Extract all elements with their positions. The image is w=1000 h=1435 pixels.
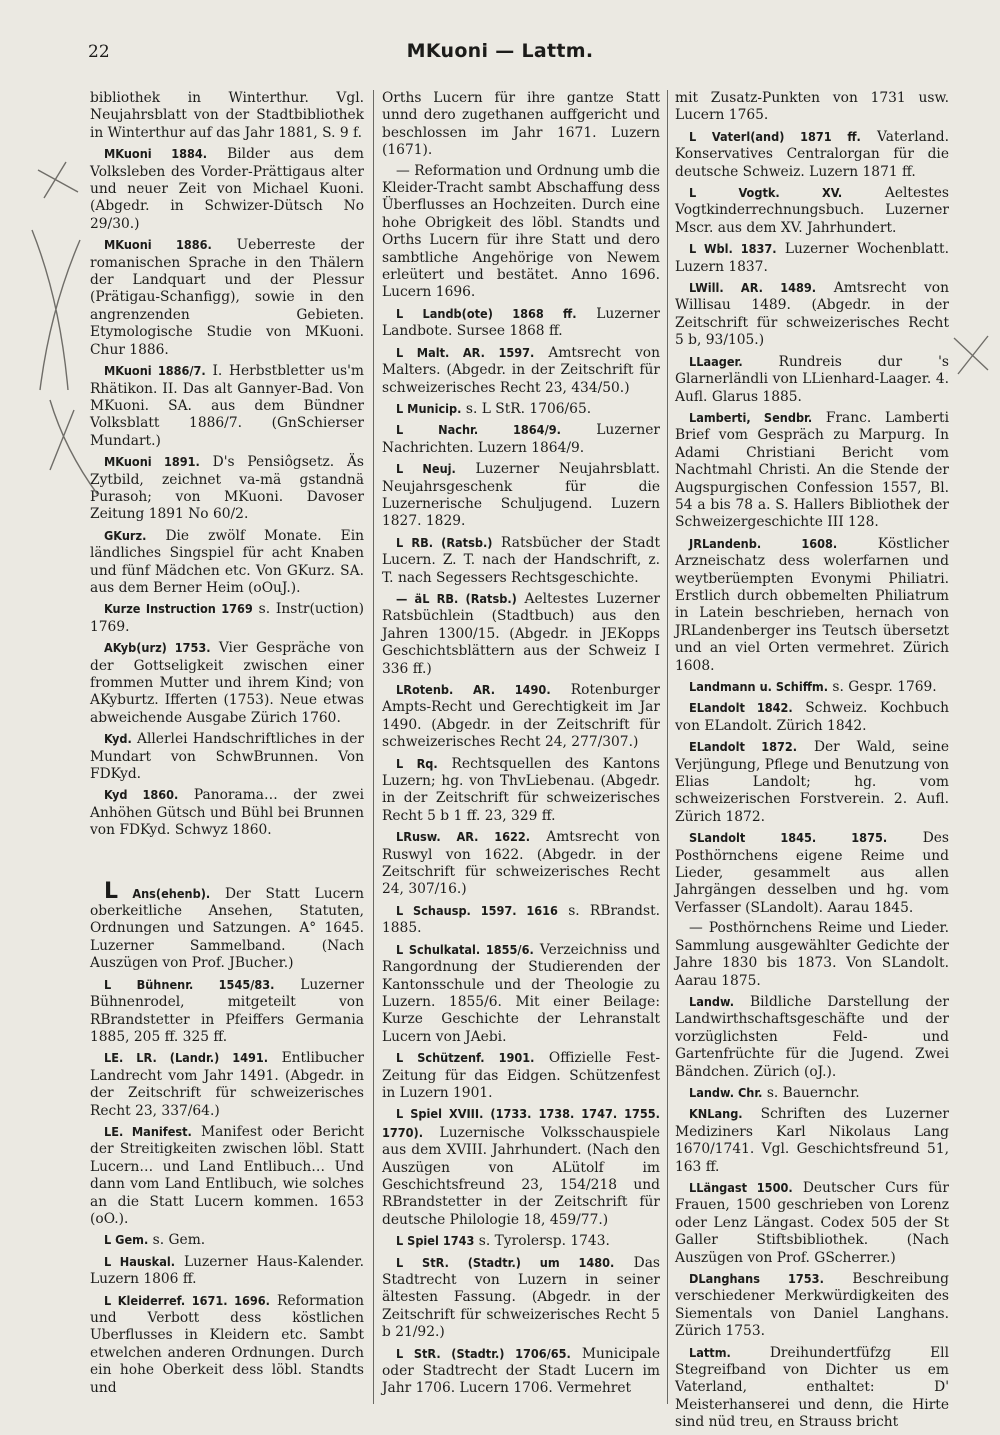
entry-keyword: L Schulkatal. 1855/6. <box>396 941 534 957</box>
pencil-cross-mark <box>32 230 80 390</box>
pencil-cross-mark <box>38 162 78 198</box>
entry-text: Bildliche Darstellung der Landwirthschaftsgeschäfte und der vorzüglichsten Feld- und Gartenfrüchte für die Jugend. Zwei Bändchen. Zürich (oJ.). <box>675 993 949 1080</box>
dictionary-entry <box>675 829 949 917</box>
entry-keyword: LE. Manifest. <box>104 1123 192 1139</box>
dictionary-entry <box>90 1292 364 1397</box>
entry-text: Die zwölf Monate. Ein ländliches Singspiel für acht Knaben und fünf Mädchen etc. Von GKurz. SA. aus dem Berner Heim (oOuJ.). <box>90 527 364 596</box>
dictionary-entry <box>382 1049 660 1102</box>
entry-keyword: Landmann u. Schiffm. <box>689 679 828 694</box>
entry-keyword: LWill. AR. 1489. <box>689 280 817 296</box>
dictionary-entry <box>382 902 660 938</box>
dictionary-entry <box>382 460 660 531</box>
entry-text: Offizielle Fest-Zeitung für das Eidgen. Schützenfest in Luzern 1901. <box>382 1050 660 1101</box>
dictionary-entry <box>675 1270 949 1341</box>
dictionary-entry <box>382 590 660 678</box>
dictionary-entry <box>675 678 949 696</box>
dictionary-entry <box>90 1049 364 1120</box>
dictionary-entry <box>675 1344 949 1432</box>
entry-text: — Posthörnchens Reime und Lieder. Sammlung ausgewählter Gedichte der Jahre 1830 bis 1873. Von SLandolt. Aarau 1875. <box>675 920 949 989</box>
entry-text: Rotenburger Ampts-Recht und Gerechtigkeit im Jar 1490. (Abgedr. in der Zeitschrift für schweizerisches Recht 24, 277/307.) <box>382 682 660 751</box>
dictionary-entry <box>90 1123 364 1228</box>
entry-keyword: JRLandenb. 1608. <box>689 535 838 551</box>
dictionary-entry <box>382 163 660 302</box>
entry-text: Entlibucher Landrecht vom Jahr 1491. (Abgedr. in der Zeitschrift für schweizerisches Recht 23, 337/64.) <box>90 1050 364 1119</box>
entry-keyword: Landw. Chr. <box>689 1084 763 1100</box>
dictionary-entry <box>90 1253 364 1289</box>
entry-keyword: L Kleiderref. 1671. 1696. <box>104 1292 270 1308</box>
entry-text: Franc. Lamberti Brief vom Gespräch zu Marpurg. In Adami Christiani Bericht vom Nachtmahl Christi. An die Stende der Augspurgischen Confession 1557, Bl. 54 a bis 78 a. S. Hallers Bibliothek der Schweizergeschichte III 128. <box>675 409 949 531</box>
entry-text: Köstlicher Arzneischatz dess wolerfarnen und weytberüempten Evonymi Philiatri. Erstlich durch obbemelten Philiatrum in Latein beschrieben, hernach von JRLandenberger ins Teutsch übersetzt und an viel Orten vermehret. Zürich 1608. <box>675 535 949 674</box>
entry-keyword: L Landb(ote) 1868 ff. <box>396 305 577 321</box>
dictionary-entry <box>382 1232 660 1250</box>
entry-keyword: L Nachr. 1864/9. <box>396 422 561 438</box>
dictionary-entry <box>382 400 660 418</box>
dictionary-entry <box>90 730 364 783</box>
entry-keyword: L Vaterl(and) 1871 ff. <box>689 128 861 144</box>
entry-text: Orths Lucern für ihre gantze Statt unnd dero zugethanen auffgericht und beschlossen im Jahr 1671. Luzern (1671). <box>382 90 660 159</box>
dictionary-entry <box>675 699 949 735</box>
dictionary-entry <box>675 184 949 237</box>
entry-text: Municipale oder Stadtrecht der Stadt Lucern im Jahr 1706. Lucern 1706. Vermehret <box>382 1345 660 1397</box>
column-rule <box>667 90 668 1404</box>
entry-text: Aeltestes Vogtkinderrechnungsbuch. Luzerner Mscr. aus dem XV. Jahrhundert. <box>675 185 949 236</box>
running-head: MKuoni — Lattm. <box>406 40 594 62</box>
dictionary-entry <box>90 236 364 359</box>
entry-keyword: Lattm. <box>689 1344 731 1360</box>
entry-keyword: L Hauskal. <box>104 1253 176 1269</box>
dictionary-entry <box>675 128 949 181</box>
entry-keyword: LRotenb. AR. 1490. <box>396 682 551 697</box>
entry-text: Luzerner Nachrichten. Luzern 1864/9. <box>382 422 660 456</box>
entry-text: Dreihundertfüfzg Ell Stegreifband von Dichter us em Vaterland, enthaltet: D' Meisterhanserei und denn, die Hirte sind nüd treu, en Strauss bricht <box>675 1344 949 1431</box>
entry-text: Amtsrecht von Willisau 1489. (Abgedr. in der Zeitschrift für schweizerisches Recht 5 b, 93/105.) <box>675 280 949 349</box>
dictionary-entry <box>675 353 949 406</box>
entry-keyword: Lamberti, Sendbr. <box>689 409 813 425</box>
dictionary-entry <box>675 738 949 826</box>
entry-text: s. Gem. <box>152 1232 206 1249</box>
entry-text: mit Zusatz-Punkten von 1731 usw. Lucern 1765. <box>675 90 949 124</box>
entry-text: Das Stadtrecht von Luzern in seiner ältesten Fassung. (Abgedr. in der Zeitschrift für schweizerisches Recht 5 b 21/92.) <box>382 1254 661 1341</box>
entry-text: Allerlei Handschriftliches in der Mundart von SchwBrunnen. Von FDKyd. <box>90 731 364 783</box>
dictionary-entry <box>382 90 660 160</box>
dictionary-entry <box>90 527 364 598</box>
entry-text: Aeltestes Luzerner Ratsbüchlein (Stadtbuch) aus den Jahren 1300/15. (Abgedr. in JEKopps Geschichtsblättern aus der Schweiz I 336 ff.) <box>382 590 661 677</box>
entry-text: Des Posthörnchens eigene Reime und Lieder, gesammelt aus allen Jahrgängen desselben und hg. vom Verfasser (SLandolt). Aarau 1845. <box>675 830 949 916</box>
entry-text: Verzeichniss und Rangordnung der Studierenden der Kantonsschule und der Theologie zu Luzern. 1855/6. Mit einer Beilage: Kurze Geschichte der Lehranstalt Lucern von JAebi. <box>382 941 660 1045</box>
entry-text: Reformation und Verbott dess köstlichen Uberflusses in Kleidern etc. Sambt etwelchen anderen Ordnungen. Durch ein hohe Oberkeit dess löbl. Standts und <box>90 1292 365 1396</box>
entry-text: s. Gespr. 1769. <box>832 679 937 695</box>
dictionary-entry <box>90 600 364 636</box>
entry-keyword: LE. LR. (Landr.) 1491. <box>104 1050 269 1066</box>
entry-keyword: GKurz. <box>104 527 147 543</box>
dictionary-entry <box>675 90 949 125</box>
entry-keyword: MKuoni 1886/7. <box>104 363 206 379</box>
entry-keyword: L Neuj. <box>396 461 456 477</box>
entry-text: Deutscher Curs für Frauen, 1500 geschrieben von Lorenz oder Lenz Längast. Codex 505 der St Galler Stiftsbibliothek. (Nach Auszügen von Prof. GScherrer.) <box>675 1179 949 1266</box>
entry-text: I. Herbstbletter us'm Rhätikon. II. Das alt Gannyer-Bad. Von MKuoni. SA. aus dem Bündner Volksblatt 1886/7. (GnSchierser Mundart.) <box>90 363 364 449</box>
entry-text: Luzerner Landbote. Sursee 1868 ff. <box>382 305 660 340</box>
entry-keyword: L Municip. <box>396 400 462 416</box>
entry-text: Luzerner Bühnenrodel, mitgeteilt von RBrandstetter in Pfeiffers Germania 1885, 205 ff. 325 ff. <box>90 976 364 1045</box>
entry-text: s. L StR. 1706/65. <box>465 400 592 417</box>
entry-text: bibliothek in Winterthur. Vgl. Neujahrsblatt von der Stadtbibliothek in Winterthur auf das Jahr 1881, S. 9 f. <box>90 90 364 141</box>
dictionary-entry <box>90 90 364 142</box>
entry-text: Ueberreste der romanischen Sprache in den Thälern der Landquart und der Plessur (Prätigau-Schanfigg), sowie in den angrenzenden Gebieten. Etymologische Studie von MKuoni. Chur 1886. <box>90 237 364 358</box>
dictionary-entry <box>90 878 364 973</box>
dictionary-entry <box>382 344 660 397</box>
entry-text: Schriften des Luzerner Mediziners Karl Nikolaus Lang 1670/1741. Vgl. Geschichtsfreund 51, 163 ff. <box>675 1106 949 1175</box>
pencil-margin-mark-right <box>948 330 996 380</box>
entry-text: Manifest oder Bericht der Streitigkeiten zwischen löbl. Statt Lucern… und Land Entlibuch… Und dann vom Land Entlibuch, wie solches an die Statt Lucern kommen. 1653 (oO.). <box>90 1123 364 1227</box>
entry-text: Ratsbücher der Stadt Lucern. Z. T. nach der Handschrift, z. T. nach Segessers Rechtsgeschichte. <box>382 534 661 586</box>
entry-keyword: L Spiel XVIII. (1733. 1738. 1747. 1755. 1770). <box>382 1106 660 1140</box>
dictionary-entry <box>675 920 949 990</box>
entry-text: Panorama… der zwei Anhöhen Gütsch und Bühl bei Brunnen von FDKyd. Schwyz 1860. <box>90 787 364 839</box>
entry-keyword: LRusw. AR. 1622. <box>396 829 531 845</box>
dictionary-entry <box>90 145 364 233</box>
entry-keyword: ELandolt 1872. <box>689 739 798 755</box>
entry-text: Der Wald, seine Verjüngung, Pflege und Benutzung von Elias Landolt; hg. vom schweizerischen Forstverein. 2. Aufl. Zürich 1872. <box>675 739 949 825</box>
dictionary-entry <box>382 305 660 341</box>
dictionary-entry <box>90 976 364 1047</box>
entry-keyword: L Ans(ehenb). <box>104 878 211 904</box>
dictionary-entry <box>675 240 949 276</box>
dictionary-entry <box>382 681 660 752</box>
entry-text: Schweiz. Kochbuch von ELandolt. Zürich 1842. <box>675 700 950 734</box>
dictionary-entry <box>90 362 364 450</box>
dictionary-entry <box>382 755 660 826</box>
dictionary-entry <box>382 421 660 457</box>
dictionary-entry <box>675 409 949 532</box>
dictionary-entry <box>382 941 660 1046</box>
dictionary-entry <box>90 786 364 839</box>
entry-keyword: L Wbl. 1837. <box>689 241 777 257</box>
column-rule <box>373 90 374 1404</box>
entry-text: Luzernische Volksschauspiele aus dem XVIII. Jahrhundert. (Nach den Auszügen von ALütolf im Geschichtsfreund 23, 154/218 und RBrandstetter in der Zeitschrift für deutsche Philologie 18, 459/77.) <box>382 1124 660 1228</box>
entry-keyword: MKuoni 1891. <box>104 454 200 470</box>
entry-keyword: MKuoni 1884. <box>104 146 208 162</box>
entry-keyword: Kyd 1860. <box>104 787 179 803</box>
dictionary-entry <box>675 535 949 675</box>
dictionary-entry <box>90 639 364 727</box>
entry-keyword: Kyd. <box>104 731 132 747</box>
entry-text: Luzerner Wochenblatt. Luzern 1837. <box>675 241 949 275</box>
entry-keyword: ELandolt 1842. <box>689 700 793 716</box>
pencil-margin-marks <box>20 150 100 510</box>
entry-keyword: L Gem. <box>104 1232 149 1248</box>
entry-keyword: L StR. (Stadtr.) 1706/65. <box>396 1345 571 1361</box>
dictionary-entry <box>382 1254 660 1342</box>
entry-keyword: L Vogtk. XV. <box>689 185 843 201</box>
entry-keyword: L RB. (Ratsb.) <box>396 534 493 550</box>
entry-keyword: SLandolt 1845. 1875. <box>689 830 888 846</box>
entry-keyword: Kurze Instruction 1769 <box>104 601 253 617</box>
entry-text: s. Instr(uction) 1769. <box>90 601 365 635</box>
entry-keyword: LLaager. <box>689 353 743 369</box>
entry-text: Der Statt Lucern oberkeitliche Ansehen, Statuten, Ordnungen und Satzungen. A° 1645. Luzerner Sammelband. (Nach Auszügen von Prof. JBucher.) <box>90 885 364 972</box>
entry-text: s. RBrandst. 1885. <box>382 902 661 937</box>
entry-text: Luzerner Haus-Kalender. Luzern 1806 ff. <box>90 1253 364 1288</box>
entry-keyword: Landw. <box>689 993 735 1009</box>
entry-text: s. Bauernchr. <box>766 1084 860 1101</box>
dictionary-entry <box>382 828 660 899</box>
entry-keyword: MKuoni 1886. <box>104 237 212 253</box>
entry-text: Beschreibung verschiedener Merkwürdigkeiten des Siementals von Daniel Langhans. Zürich 1753. <box>675 1271 949 1340</box>
entry-text: Amtsrecht von Malters. (Abgedr. in der Zeitschrift für schweizerisches Recht 23, 434/50.) <box>382 344 660 396</box>
entry-keyword: KNLang. <box>689 1106 743 1122</box>
page-number: 22 <box>88 42 110 62</box>
entry-text: Bilder aus dem Volksleben des Vorder-Prättigaus alter und neuer Zeit von Michael Kuoni. (Abgedr. in Schwizer-Dütsch No 29/30.) <box>90 146 364 232</box>
entry-keyword: — äL RB. (Ratsb.) <box>396 590 517 606</box>
entry-keyword: AKyb(urz) 1753. <box>104 640 211 656</box>
entry-keyword: L Malt. AR. 1597. <box>396 344 535 360</box>
dictionary-entry <box>675 993 949 1081</box>
dictionary-entry <box>675 1179 949 1267</box>
entry-text: Amtsrecht von Ruswyl von 1622. (Abgedr. in der Zeitschrift für schweizerisches Recht 24, 307/16.) <box>382 829 660 898</box>
dictionary-entry <box>675 1105 949 1176</box>
column-middle <box>382 90 660 1401</box>
pencil-cross-mark <box>954 336 988 374</box>
column-left <box>90 90 364 1400</box>
entry-text: Vaterland. Konservatives Centralorgan für die deutsche Schweiz. Luzern 1871 ff. <box>675 128 949 180</box>
entry-text: Vier Gespräche von der Gottseligkeit zwischen einer frommen Mutter und ihrem Kind; von AKyburtz. Ifferten (1753). Neue etwas abweichende Ausgabe Zürich 1760. <box>90 640 364 726</box>
dictionary-entry <box>90 1231 364 1249</box>
entry-keyword: DLanghans 1753. <box>689 1271 824 1286</box>
column-right <box>675 90 949 1435</box>
dictionary-entry <box>382 1345 660 1398</box>
dictionary-entry <box>382 534 660 587</box>
entry-text: Rundreis dur 's Glarnerländli von LLienhard-Laager. 4. Aufl. Glarus 1885. <box>675 353 949 405</box>
entry-keyword: L Schützenf. 1901. <box>396 1050 535 1066</box>
entry-text: Luzerner Neujahrsblatt. Neujahrsgeschenk für die Luzernerische Schuljugend. Luzern 1827. 1829. <box>382 461 660 530</box>
dictionary-entry <box>90 453 364 524</box>
entry-text: Rechtsquellen des Kantons Luzern; hg. von ThvLiebenau. (Abgedr. in der Zeitschrift für schweizerisches Recht 5 b 1 ff. 23, 329 ff. <box>382 755 660 824</box>
entry-keyword: LLängast 1500. <box>689 1179 793 1195</box>
entry-text: — Reformation und Ordnung umb die Kleider-Tracht sambt Abschaffung dess Überflusses an Hochzeiten. Durch eine hohe Obrigkeit des löbl. Standts und Orths Lucern für ihre Statt und dero sambtliche Angehörige von Newem erleütert und bestätet. Anno 1696. Lucern 1696. <box>382 162 660 301</box>
entry-keyword: L Bühnenr. 1545/83. <box>104 976 275 992</box>
dictionary-entry <box>675 1084 949 1102</box>
entry-text: s. Tyrolersp. 1743. <box>478 1233 610 1250</box>
entry-keyword: L StR. (Stadtr.) um 1480. <box>396 1254 615 1270</box>
entry-text: D's Pensiôgsetz. Äs Zytbild, zeichnet va-mä gstandnä Purasoh; von MKuoni. Davoser Zeitung 1891 No 60/2. <box>90 454 365 523</box>
entry-keyword: L Schausp. 1597. 1616 <box>396 902 558 918</box>
section-gap <box>90 843 364 883</box>
dictionary-entry <box>382 1105 660 1229</box>
dictionary-entry <box>675 279 949 350</box>
entry-keyword: L Rq. <box>396 755 438 771</box>
entry-keyword: L Spiel 1743 <box>396 1233 475 1249</box>
